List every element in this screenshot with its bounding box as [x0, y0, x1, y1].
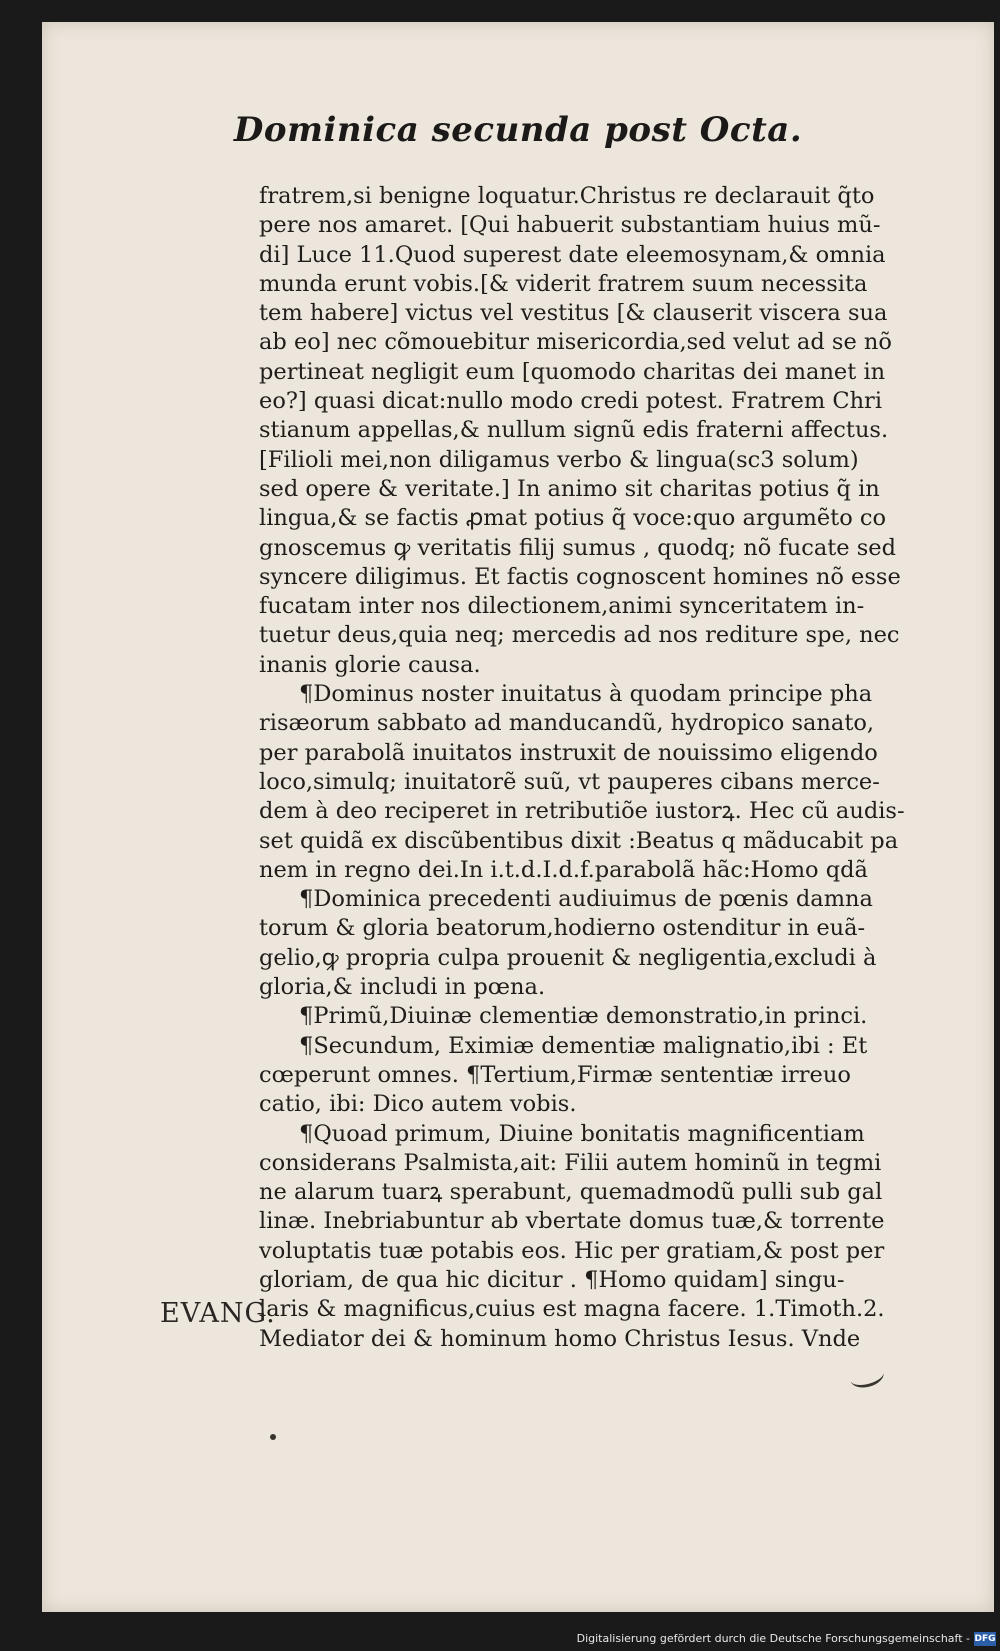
- text-line: gloriam, de qua hic dicitur . ¶Homo quidam] singu-: [259, 1266, 845, 1293]
- text-line: nem in regno dei.In i.t.d.I.d.f.parabolã hãc:Homo qdã: [259, 856, 868, 883]
- text-line: dem à deo reciperet in retributiõe iustorꝝ. Hec cũ audis-: [259, 798, 905, 825]
- paragraph-start: ¶Dominus noster inuitatus à quodam principe pha: [299, 681, 873, 708]
- text-line: di] Luce 11.Quod superest date eleemosynam,& omnia: [259, 241, 886, 268]
- text-line: inanis glorie causa.: [259, 651, 481, 678]
- text-line: fucatam inter nos dilectionem,animi synceritatem in-: [259, 593, 865, 620]
- text-line: linæ. Inebriabuntur ab vbertate domus tuæ,& torrente: [259, 1208, 885, 1235]
- ink-mark: [848, 1362, 886, 1391]
- text-line: tuetur deus,quia neq; mercedis ad nos rediture spe, nec: [259, 622, 900, 649]
- text-line: loco,simulq; inuitatorẽ suũ, vt pauperes cibans merce-: [259, 768, 880, 795]
- text-line: sed opere & veritate.] In animo sit charitas potius q̃ in: [259, 475, 880, 502]
- text-line: per parabolã inuitatos instruxit de nouissimo eligendo: [259, 739, 878, 766]
- text-line: lingua,& se factis ꝓmat potius q̃ voce:quo argumẽto co: [259, 505, 887, 532]
- text-line: stianum appellas,& nullum signũ edis fraterni affectus.: [259, 417, 889, 444]
- text-line: Mediator dei & hominum homo Christus Iesus. Vnde: [259, 1325, 861, 1352]
- paragraph-start: ¶Quoad primum, Diuine bonitatis magnificentiam: [299, 1120, 865, 1147]
- footer-bar: [0, 1621, 1000, 1651]
- text-line: considerans Psalmista,ait: Filii autem hominũ in tegmi: [259, 1149, 882, 1176]
- text-line: tem habere] victus vel vestitus [& clauserit viscera sua: [259, 300, 888, 327]
- text-line: gelio,ꝙ propria culpa prouenit & negligentia,excludi à: [259, 944, 877, 971]
- text-line: gloria,& includi in pœna.: [259, 974, 546, 1001]
- text-line: voluptatis tuæ potabis eos. Hic per gratiam,& post per: [259, 1237, 885, 1264]
- text-line: ab eo] nec cõmouebitur misericordia,sed velut ad se nõ: [259, 329, 892, 356]
- text-line: eo?] quasi dicat:nullo modo credi potest. Fratrem Chri: [259, 388, 883, 415]
- text-line: gnoscemus ꝙ veritatis filij sumus , quodq; nõ fucate sed: [259, 534, 897, 561]
- text-line: pertineat negligit eum [quomodo charitas dei manet in: [259, 358, 886, 385]
- text-line: cœperunt omnes. ¶Tertium,Firmæ sententiæ irreuo: [259, 1061, 851, 1088]
- text-line: syncere diligimus. Et factis cognoscent homines nõ esse: [259, 563, 901, 590]
- text-line: laris & magnificus,cuius est magna facere. 1.Timoth.2.: [259, 1296, 885, 1323]
- text-line: catio, ibi: Dico autem vobis.: [259, 1091, 577, 1118]
- funding-credit: Digitalisierung gefördert durch die Deutsche Forschungsgemeinschaft -: [576, 1632, 970, 1645]
- book-page: [42, 22, 994, 1612]
- main-text-block: [259, 182, 989, 1354]
- text-line: torum & gloria beatorum,hodierno ostenditur in euã-: [259, 915, 866, 942]
- text-line: pere nos amaret. [Qui habuerit substantiam huius mũ-: [259, 212, 881, 239]
- running-header: Dominica secunda post Octa.: [233, 110, 803, 150]
- text-line: risæorum sabbato ad manducandũ, hydropico sanato,: [259, 710, 875, 737]
- text-line: [Filioli mei,non diligamus verbo & lingua(sc3 solum): [259, 446, 859, 473]
- paragraph-start: ¶Dominica precedenti audiuimus de pœnis damna: [299, 886, 873, 913]
- text-line: set quidã ex discũbentibus dixit :Beatus q mãducabit pa: [259, 827, 899, 854]
- paragraph-start: ¶Primũ,Diuinæ clementiæ demonstratio,in princi.: [299, 1003, 868, 1030]
- text-line: munda erunt vobis.[& viderit fratrem suum necessita: [259, 270, 868, 297]
- text-line: ne alarum tuarꝝ sperabunt, quemadmodũ pulli sub gal: [259, 1179, 883, 1206]
- text-line: fratrem,si benigne loquatur.Christus re declarauit q̃to: [259, 183, 875, 209]
- dfg-logo: DFG: [974, 1634, 996, 1644]
- paragraph-start: ¶Secundum, Eximiæ dementiæ malignatio,ibi : Et: [299, 1032, 868, 1059]
- margin-note: EVANG.: [160, 1298, 276, 1329]
- ink-dot: [270, 1434, 276, 1440]
